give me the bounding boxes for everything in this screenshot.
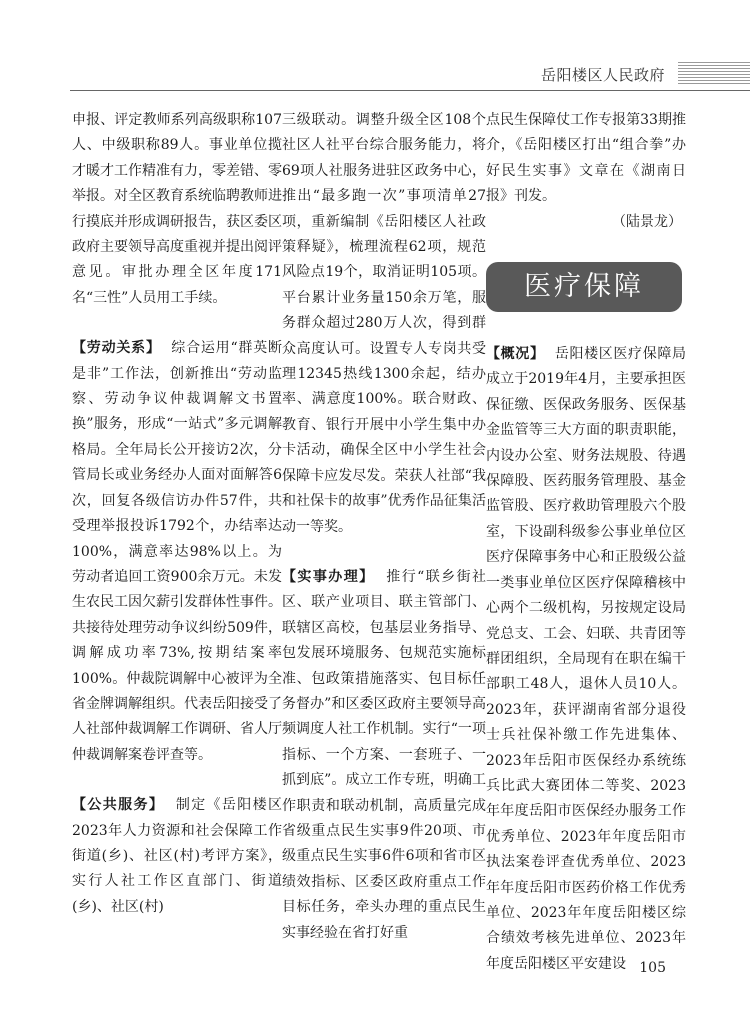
paragraph-overview [486, 342, 686, 977]
paragraph [72, 108, 282, 311]
section-tag: 【公共服务】 [72, 797, 165, 814]
text-column-1 [72, 108, 282, 920]
paragraph [282, 108, 486, 540]
author-credit: （陆景龙） [612, 213, 682, 230]
section-tag: 【实事办理】 [282, 568, 375, 585]
paragraph-text: 制定《岳阳楼区2023年人力资源和社会保障工作街道(乡)、社区(村)考评方案》，实行人社工作区直部门、街道(乡)、社区(村) [72, 797, 283, 915]
paragraph-text: 点民生保障仗工作专报第33期推介，《岳阳楼区打出“组合拳”办好民生实事》文章在《湖南日报》刊发。 [486, 112, 686, 205]
section-tag: 【概况】 [486, 346, 545, 363]
text-column-3 [486, 108, 686, 977]
paragraph-text: 推行“联乡街社区、联产业项目、联主管部门、联辖区高校，包基层业务指导、包发展环境服务、包规范实施标准、包政策措施落实、包目标任务督办”和区委区政府主要领导高频调度人社工作机制。实行“一项指标、一个方案、一套班子、一抓到底”。成立工作专班，明确工作职责和联动机制，高质量完成省级重点民生实事9件20项、市级重点民生实事6件6项和省市区绩效指标、区委区政府重点工作目标任务，牵头办理的重点民生实事经验在省打好重 [282, 568, 486, 941]
paragraph-text: 三级联动。调整升级全区108个社区人社平台综合服务能力，将69项人社服务进驻区政务中心，推出“最多跑一次”事项清单27项，重新编制《岳阳楼区人社政策释疑》，梳理流程62项，规范风险点19个，取消证明105项。平台累计业务量150余万笔，服务群众超过280万人次，得到群众高度认可。设置专人专岗共受理12345热线1300余起，结办率、满意度100%。联合财政、教育、银行开展中小学生集中办卡活动，确保全区中小学生社会保障卡应发尽发。荣获人社部“我和社保卡的故事”优秀作品征集活动一等奖。 [282, 112, 486, 535]
paragraph-text: 综合运用“群英断是非”工作法，创新推出“劳动监察、劳动争议仲裁调解文书置换”服务，形成“一站式”多元调解格局。全年局长公开接访2次，分管局长或业务经办人面对面解答6次，回复各级信访办件57件，共受理举报投诉1792个，办结率达100%，满意率达98%以上。为劳动者追回工资900余万元。未发生农民工因欠薪引发群体性事件。共接待处理劳动争议纠纷509件，调解成功率73%,按期结案率100%。仲裁院调解中心被评为全省金牌调解组织。代表岳阳接受了人社部仲裁调解工作调研、省人厅仲裁调解案卷评查等。 [72, 340, 283, 763]
header-title: 岳阳楼区人民政府 [540, 66, 665, 84]
header-stripe-decoration [678, 62, 750, 86]
section-tag: 【劳动关系】 [72, 340, 161, 357]
page-header [0, 58, 750, 92]
paragraph-text: 申报、评定教师系列高级职称107人、中级职称89人。事业单位揽才暖才工作精准有力，零差错、零举报。对全区教育系统临聘教师进行摸底并形成调研报告，获区委区政府主要领导高度重视并提出阅评意见。审批办理全区年度171名“三性”人员用工手续。 [72, 112, 282, 306]
section-heading-medical-insurance: 医疗保障 [486, 262, 682, 312]
paragraph-practical-matters [282, 565, 486, 946]
paragraph-labor-relations [72, 336, 282, 768]
paragraph [486, 108, 686, 210]
paragraph-public-service [72, 793, 282, 920]
header-rule [70, 90, 750, 91]
text-column-2 [282, 108, 486, 946]
page-number: 105 [639, 960, 666, 976]
paragraph-text: 岳阳楼区医疗保障局成立于2019年4月，主要承担医保征缴、医保政务服务、医保基金监管等三大方面的职责职能，内设办公室、财务法规股、待遇保障股、医药服务管理股、基金监管股、医疗救助管理股六个股室，下设副科级参公事业单位区医疗保障事务中心和正股级公益一类事业单位区医疗保障稽核中心两个二级机构，另按规定设局党总支、工会、妇联、共青团等群团组织，全局现有在职在编干部职工48人，退休人员10人。2023年，获评湖南省部分退役士兵社保补缴工作先进集体、2023年岳阳市医保经办系统练兵比武大赛团体二等奖、2023年年度岳阳市医保经办服务工作优秀单位、2023年年度岳阳市执法案卷评查优秀单位、2023年年度岳阳市医药价格工作优秀单位、2023年年度岳阳楼区综合绩效考核先进单位、2023年年度岳阳楼区平安建设 [486, 346, 687, 972]
